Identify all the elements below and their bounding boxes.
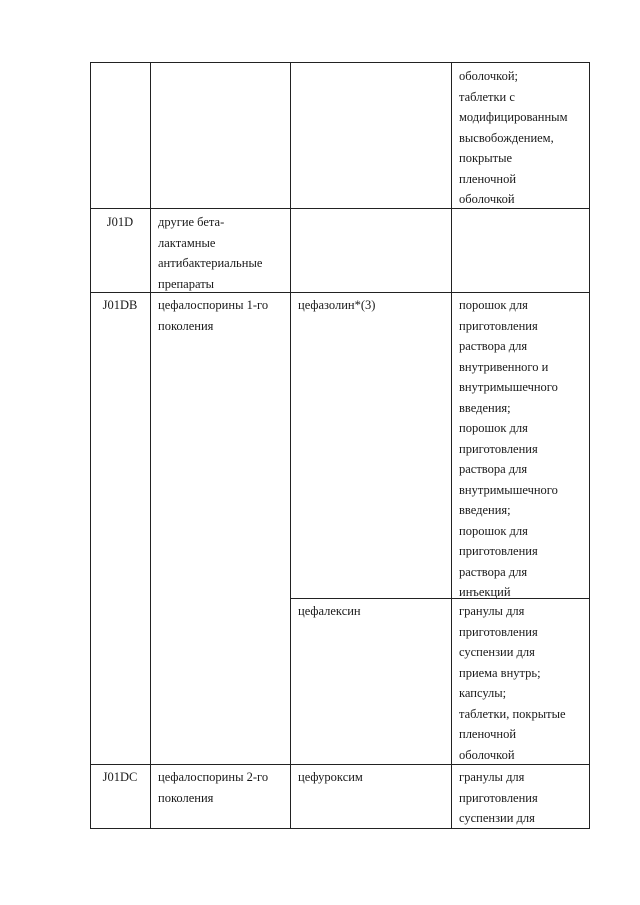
dosage-form-line: пленочной xyxy=(459,171,517,186)
dosage-form-line: порошок для xyxy=(459,298,528,312)
column-divider-3 xyxy=(451,62,452,828)
dosage-form-line: капсулы; xyxy=(459,686,507,700)
dosage-form-line: суспензии для xyxy=(459,645,535,659)
column-divider-1 xyxy=(150,62,151,828)
dosage-form-line: внутривенного и xyxy=(459,359,549,374)
dosage-form-line: высвобождением, xyxy=(459,130,554,145)
dosage-form-line: суспензии для xyxy=(459,811,535,825)
group-name-line: препараты xyxy=(158,276,215,291)
dosage-form-line: приготовления xyxy=(459,318,538,333)
dosage-form-line: покрытые xyxy=(459,151,513,165)
dosage-form-line: приготовления xyxy=(459,790,538,805)
dosage-form-line: раствора для xyxy=(459,462,528,476)
group-name-cell xyxy=(158,212,262,294)
dosage-form-line: раствора для xyxy=(459,564,528,579)
dosage-form-line: приготовления xyxy=(459,624,538,639)
dosage-form-line: инъекций xyxy=(459,585,511,599)
dosage-forms-cell xyxy=(459,66,568,210)
dosage-form-line: приема внутрь; xyxy=(459,665,541,680)
dosage-form-line: гранулы для xyxy=(459,604,525,618)
dosage-forms-cell xyxy=(459,767,538,829)
drug-name: цефуроксим xyxy=(298,770,363,784)
dosage-form-line: раствора для xyxy=(459,339,528,353)
group-name-cell xyxy=(158,295,268,336)
atc-code-cell xyxy=(90,767,150,788)
group-name-cell xyxy=(158,767,268,808)
dosage-form-line: введения; xyxy=(459,503,511,517)
dosage-form-line: гранулы для xyxy=(459,770,525,784)
drug-name-cell xyxy=(298,295,375,316)
dosage-form-line: модифицированным xyxy=(459,110,568,124)
dosage-form-line: таблетки, покрытые xyxy=(459,706,566,721)
group-name-line: другие бета- xyxy=(158,215,225,229)
group-name-line: лактамные xyxy=(158,235,216,250)
dosage-form-line: приготовления xyxy=(459,441,538,456)
column-divider-2 xyxy=(290,62,291,828)
atc-code-cell xyxy=(90,212,150,233)
group-name-line: поколения xyxy=(158,318,214,333)
table-border-top xyxy=(90,62,590,63)
dosage-form-line: порошок для xyxy=(459,523,528,538)
table-border-left xyxy=(90,62,91,828)
drug-name: цефазолин*(3) xyxy=(298,298,376,312)
atc-code: J01DB xyxy=(102,298,138,312)
dosage-form-line: внутримышечного xyxy=(459,380,558,394)
dosage-form-line: порошок для xyxy=(459,421,528,435)
group-name-line: цефалоспорины 2-го xyxy=(158,770,269,784)
group-name-line: цефалоспорины 1-го xyxy=(158,298,269,312)
drug-name: цефалексин xyxy=(298,604,361,618)
dosage-form-line: пленочной xyxy=(459,727,517,741)
dosage-form-line: оболочкой xyxy=(459,747,515,762)
atc-code: J01D xyxy=(106,215,134,229)
group-name-line: поколения xyxy=(158,790,214,805)
dosage-forms-cell xyxy=(459,295,558,603)
dosage-form-line: оболочкой xyxy=(459,192,515,206)
dosage-form-line: внутримышечного xyxy=(459,482,558,497)
atc-code-cell xyxy=(90,295,150,316)
drug-name-cell xyxy=(298,601,361,622)
dosage-form-line: оболочкой; xyxy=(459,69,518,83)
dosage-forms-cell xyxy=(459,601,566,765)
drug-name-cell xyxy=(298,767,363,788)
dosage-form-line: введения; xyxy=(459,400,511,415)
group-name-line: антибактериальные xyxy=(158,256,263,270)
table-border-right xyxy=(589,62,590,828)
atc-code: J01DC xyxy=(102,770,138,784)
dosage-form-line: таблетки с xyxy=(459,89,515,104)
dosage-form-line: приготовления xyxy=(459,544,538,558)
